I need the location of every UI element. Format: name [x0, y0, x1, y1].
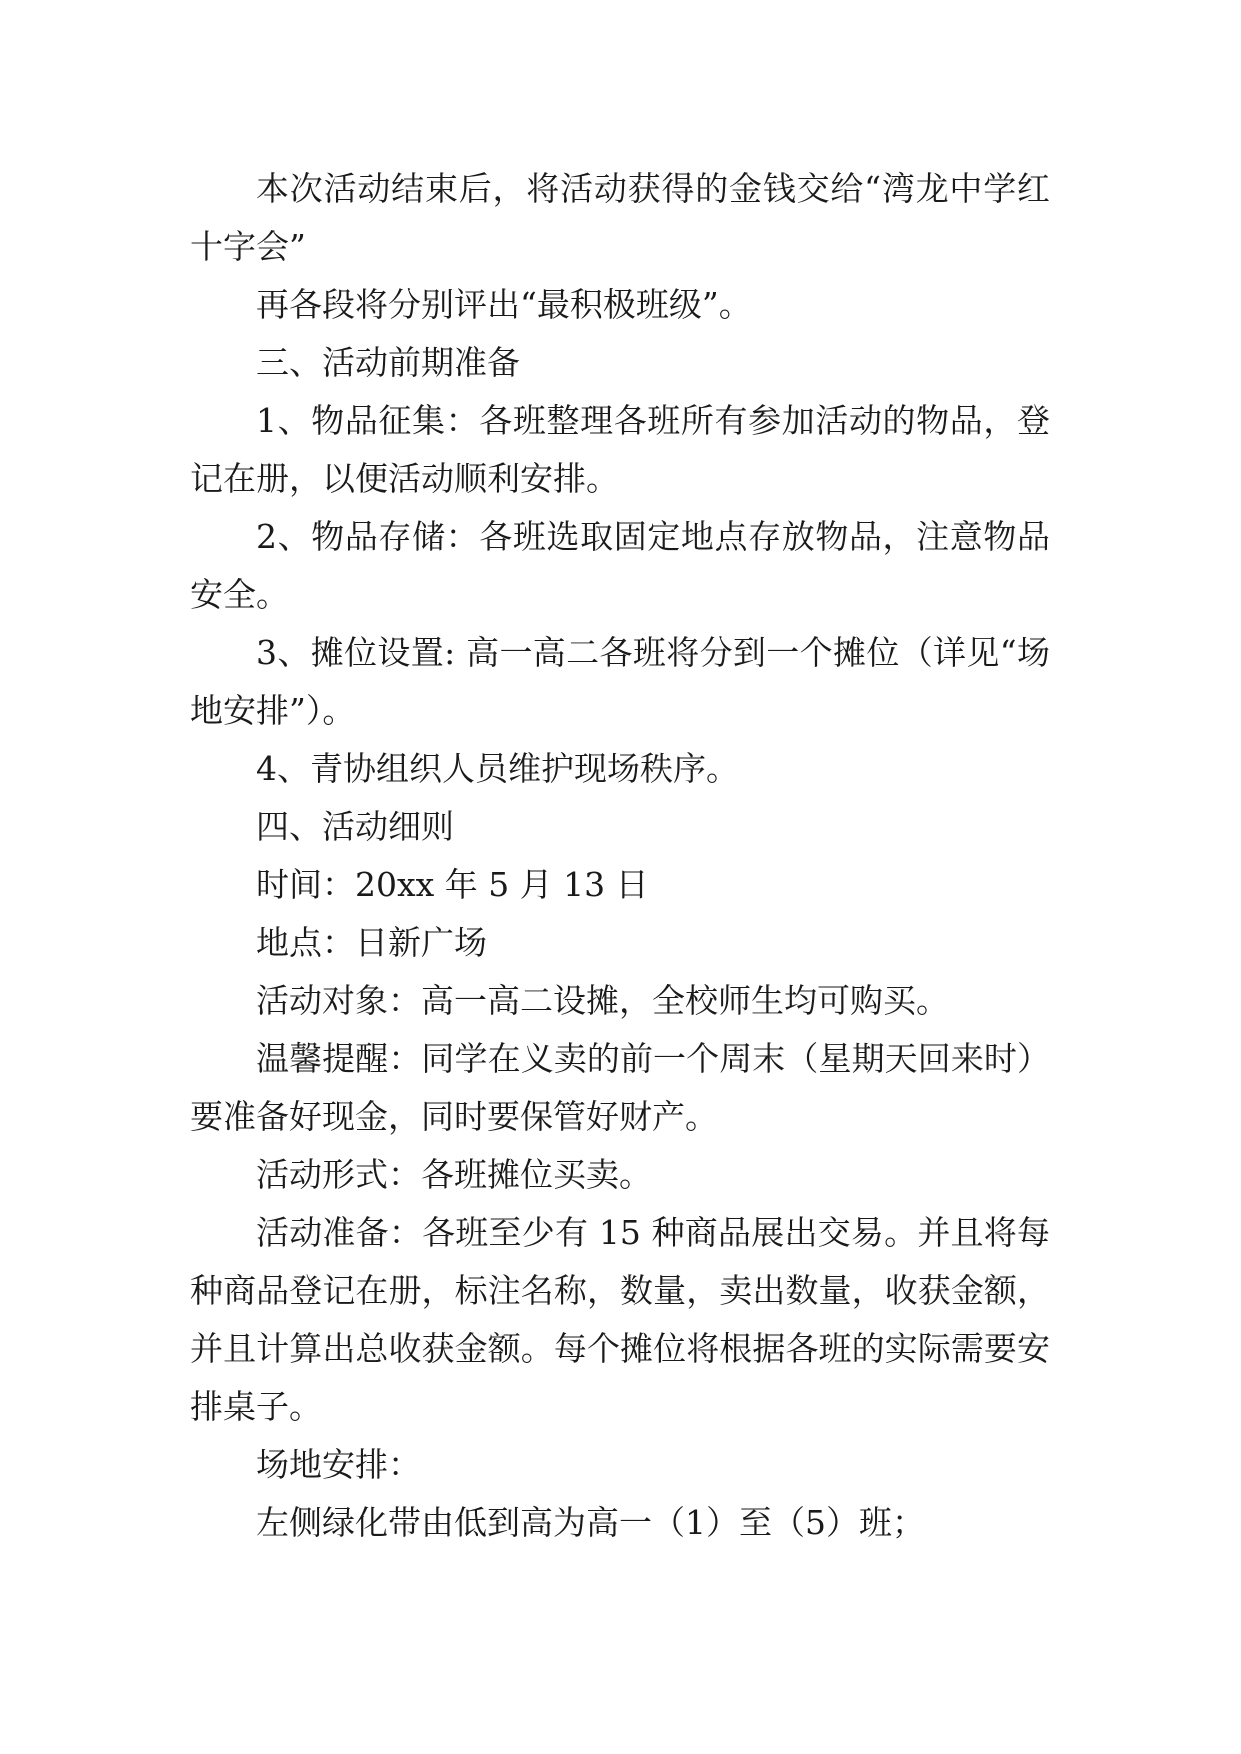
- section-heading: 三、活动前期准备: [256, 343, 520, 382]
- paragraph: 时间：20xx 年 5 月 13 日: [256, 865, 649, 904]
- paragraph: 3、摊位设置: 高一高二各班将分到一个摊位（详见“场地安排”）。: [190, 633, 1050, 730]
- paragraph: 4、青协组织人员维护现场秩序。: [256, 749, 739, 788]
- section-heading: 四、活动细则: [256, 807, 454, 846]
- paragraph: 再各段将分别评出“最积极班级”。: [256, 285, 752, 324]
- paragraph: 活动形式：各班摊位买卖。: [256, 1155, 652, 1194]
- paragraph: 场地安排：: [256, 1445, 421, 1484]
- paragraph: 1、物品征集：各班整理各班所有参加活动的物品，登记在册，以便活动顺利安排。: [190, 401, 1050, 498]
- paragraph: 活动准备：各班至少有 15 种商品展出交易。并且将每种商品登记在册，标注名称，数量，卖出数量，收获金额，并且计算出总收获金额。每个摊位将根据各班的实际需要安排桌子。: [190, 1213, 1050, 1426]
- paragraph: 温馨提醒：同学在义卖的前一个周末（星期天回来时）要准备好现金，同时要保管好财产。: [190, 1039, 1050, 1136]
- paragraph: 活动对象：高一高二设摊，全校师生均可购买。: [256, 981, 949, 1020]
- paragraph: 本次活动结束后，将活动获得的金钱交给“湾龙中学红十字会”: [190, 169, 1050, 266]
- paragraph: 地点：日新广场: [256, 923, 487, 962]
- document-body: [190, 160, 1050, 1552]
- paragraph: 2、物品存储：各班选取固定地点存放物品，注意物品安全。: [190, 517, 1050, 614]
- paragraph: 左侧绿化带由低到高为高一（1）至（5）班；: [256, 1503, 925, 1542]
